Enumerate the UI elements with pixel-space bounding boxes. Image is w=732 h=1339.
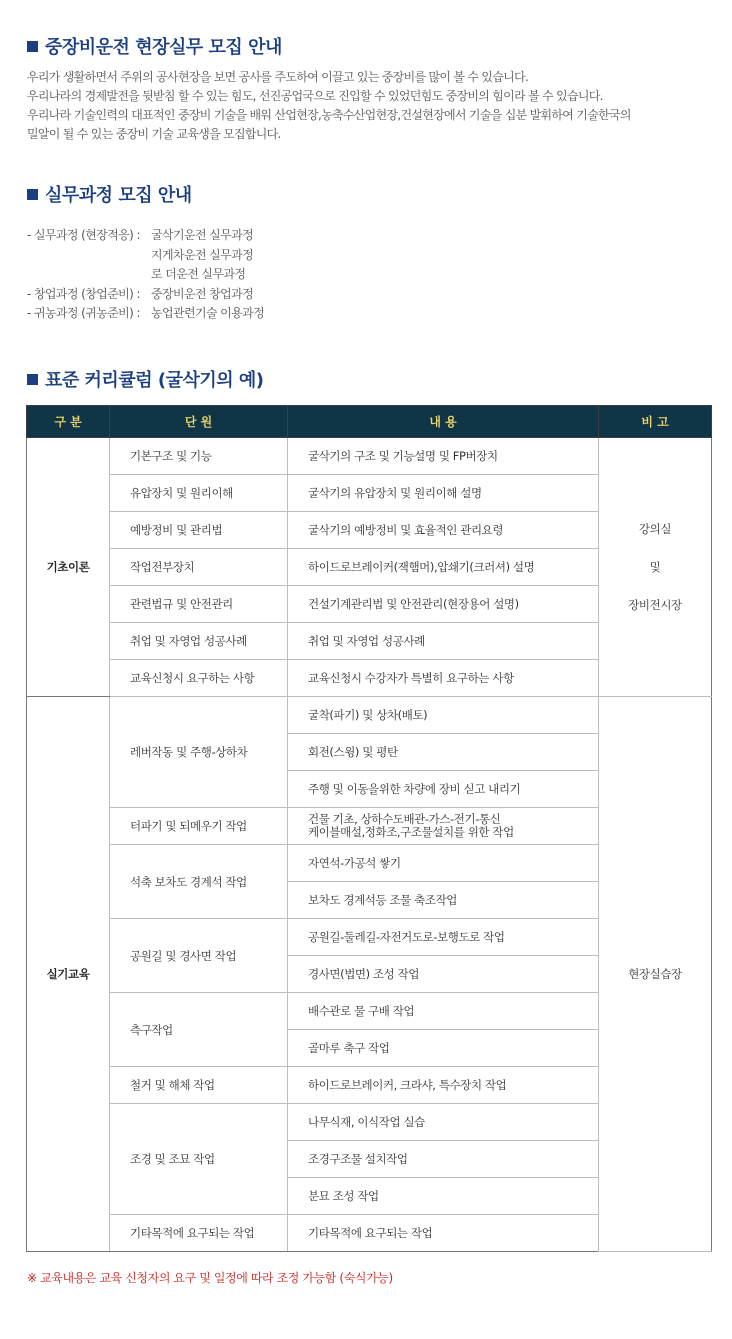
category-cell: 실기교육 <box>27 697 110 1252</box>
content-cell: 건설기계관리법 및 안전관리(현장용어 설명) <box>288 586 599 623</box>
content-cell: 보차도 경계석등 조물 축조작업 <box>288 882 599 919</box>
note-cell: 현장실습장 <box>599 697 712 1252</box>
content-cell: 나무식재, 이식작업 실습 <box>288 1104 599 1141</box>
content-cell: 자연석-가공석 쌓기 <box>288 845 599 882</box>
square-bullet-icon <box>27 41 38 52</box>
table-header-row <box>27 406 712 438</box>
content-cell: 조경구조물 설치작업 <box>288 1141 599 1178</box>
course-label: - 창업과정 (창업준비) : <box>27 286 140 301</box>
section-title-text: 중장비운전 현장실무 모집 안내 <box>45 37 282 58</box>
note-line: 장비전시장 <box>628 597 682 612</box>
unit-cell: 관련법규 및 안전관리 <box>110 586 288 623</box>
content-cell <box>288 808 599 845</box>
unit-cell: 취업 및 자영업 성공사례 <box>110 623 288 660</box>
section-title-recruitment <box>27 33 282 59</box>
intro-paragraph: 우리나라의 경제발전을 뒷받침 할 수 있는 힘도, 선진공업국으로 진입할 수 있었던힘도 중장비의 힘이라 볼 수 있습니다. <box>27 89 603 103</box>
unit-cell: 레버작동 및 주행-상하차 <box>110 697 288 808</box>
section-title-curriculum <box>27 366 264 392</box>
content-cell: 굴삭기의 유압장치 및 원리이해 설명 <box>288 475 599 512</box>
section-title-practical <box>27 181 192 207</box>
note-gap <box>599 539 711 558</box>
unit-cell: 철거 및 해체 작업 <box>110 1067 288 1104</box>
unit-cell: 조경 및 조묘 작업 <box>110 1104 288 1215</box>
course-line <box>27 246 264 266</box>
course-line <box>27 285 264 305</box>
course-value: 농업관련기술 이용과정 <box>151 306 265 320</box>
course-label: - 귀농과정 (귀농준비) : <box>27 306 140 320</box>
content-cell: 골마루 축구 작업 <box>288 1030 599 1067</box>
unit-cell: 예방정비 및 관리법 <box>110 512 288 549</box>
header-category: 구 분 <box>27 406 110 438</box>
content-cell: 굴삭기의 예방정비 및 효율적인 관리요령 <box>288 512 599 549</box>
course-value: 중장비운전 창업과정 <box>151 286 254 301</box>
course-value: 로 더운전 실무과정 <box>151 267 246 281</box>
content-cell: 하이드로브레이커(잭햄머),압쇄기(크러셔) 설명 <box>288 549 599 586</box>
intro-paragraph: 우리나라 기술인력의 대표적인 중장비 기술을 배워 산업현장,농축수산업현장,건설현장에서 기술을 십분 발휘하여 기술한국의 <box>27 108 631 122</box>
note-line: 및 <box>649 559 661 574</box>
course-line <box>27 265 264 285</box>
footnote: ※ 교육내용은 교육 신청자의 요구 및 일정에 따라 조정 가능함 (숙식가능) <box>27 1271 393 1285</box>
unit-cell: 교육신청시 요구하는 사항 <box>110 660 288 697</box>
content-cell: 배수관로 물 구배 작업 <box>288 993 599 1030</box>
note-line: 강의실 <box>638 521 672 536</box>
course-value: 굴삭기운전 실무과정 <box>151 228 254 242</box>
unit-cell: 기타목적에 요구되는 작업 <box>110 1215 288 1252</box>
unit-cell: 기본구조 및 기능 <box>110 438 288 475</box>
content-line: 건물 기초, 상하수도배관-가스-전기-통신 <box>308 812 501 826</box>
intro-paragraph: 밀알이 될 수 있는 중장비 기술 교육생을 모집합니다. <box>27 127 281 141</box>
course-value: 지게차운전 실무과정 <box>151 247 254 262</box>
square-bullet-icon <box>27 189 38 200</box>
content-cell: 굴착(파기) 및 상차(배토) <box>288 697 599 734</box>
table-row <box>27 438 712 475</box>
content-cell: 경사면(법면) 조성 작업 <box>288 956 599 993</box>
category-cell: 기초이론 <box>27 438 110 697</box>
intro-text <box>27 68 717 144</box>
course-list <box>27 226 264 324</box>
unit-cell: 유압장치 및 원리이해 <box>110 475 288 512</box>
content-cell: 하이드로브레이커, 크라샤, 특수장치 작업 <box>288 1067 599 1104</box>
content-cell: 교육신청시 수강자가 특별히 요구하는 사항 <box>288 660 599 697</box>
course-line <box>27 226 264 246</box>
note-gap <box>599 577 711 596</box>
content-cell: 공원길-둘레길-자전거도로-보행도로 작업 <box>288 919 599 956</box>
note-cell <box>599 438 712 697</box>
course-line <box>27 304 264 324</box>
header-unit: 단 원 <box>110 406 288 438</box>
section-title-text: 표준 커리큘럼 (굴삭기의 예) <box>45 370 264 391</box>
header-note: 비 고 <box>599 406 712 438</box>
curriculum-table <box>26 405 712 1252</box>
content-cell: 회전(스윙) 및 평탄 <box>288 734 599 771</box>
content-cell: 취업 및 자영업 성공사례 <box>288 623 599 660</box>
content-cell: 굴삭기의 구조 및 기능설명 및 FP버장치 <box>288 438 599 475</box>
unit-cell: 터파기 및 되메우기 작업 <box>110 808 288 845</box>
course-label: - 실무과정 (현장적응) : <box>27 228 140 242</box>
unit-cell: 측구작업 <box>110 993 288 1067</box>
unit-cell: 작업전부장치 <box>110 549 288 586</box>
content-cell: 주행 및 이동을위한 차량에 장비 싣고 내리기 <box>288 771 599 808</box>
content-cell: 분묘 조성 작업 <box>288 1178 599 1215</box>
content-line: 케이블매설,정화조,구조물설치를 위한 작업 <box>308 825 514 839</box>
unit-cell: 공원길 및 경사면 작업 <box>110 919 288 993</box>
table-row <box>27 697 712 734</box>
section-title-text: 실무과정 모집 안내 <box>45 185 192 206</box>
header-content: 내 용 <box>288 406 599 438</box>
intro-paragraph: 우리가 생활하면서 주위의 공사현장을 보면 공사를 주도하여 이끌고 있는 중장비를 많이 볼 수 있습니다. <box>27 70 529 84</box>
square-bullet-icon <box>27 374 38 385</box>
unit-cell: 석축 보차도 경계석 작업 <box>110 845 288 919</box>
content-cell: 기타목적에 요구되는 작업 <box>288 1215 599 1252</box>
